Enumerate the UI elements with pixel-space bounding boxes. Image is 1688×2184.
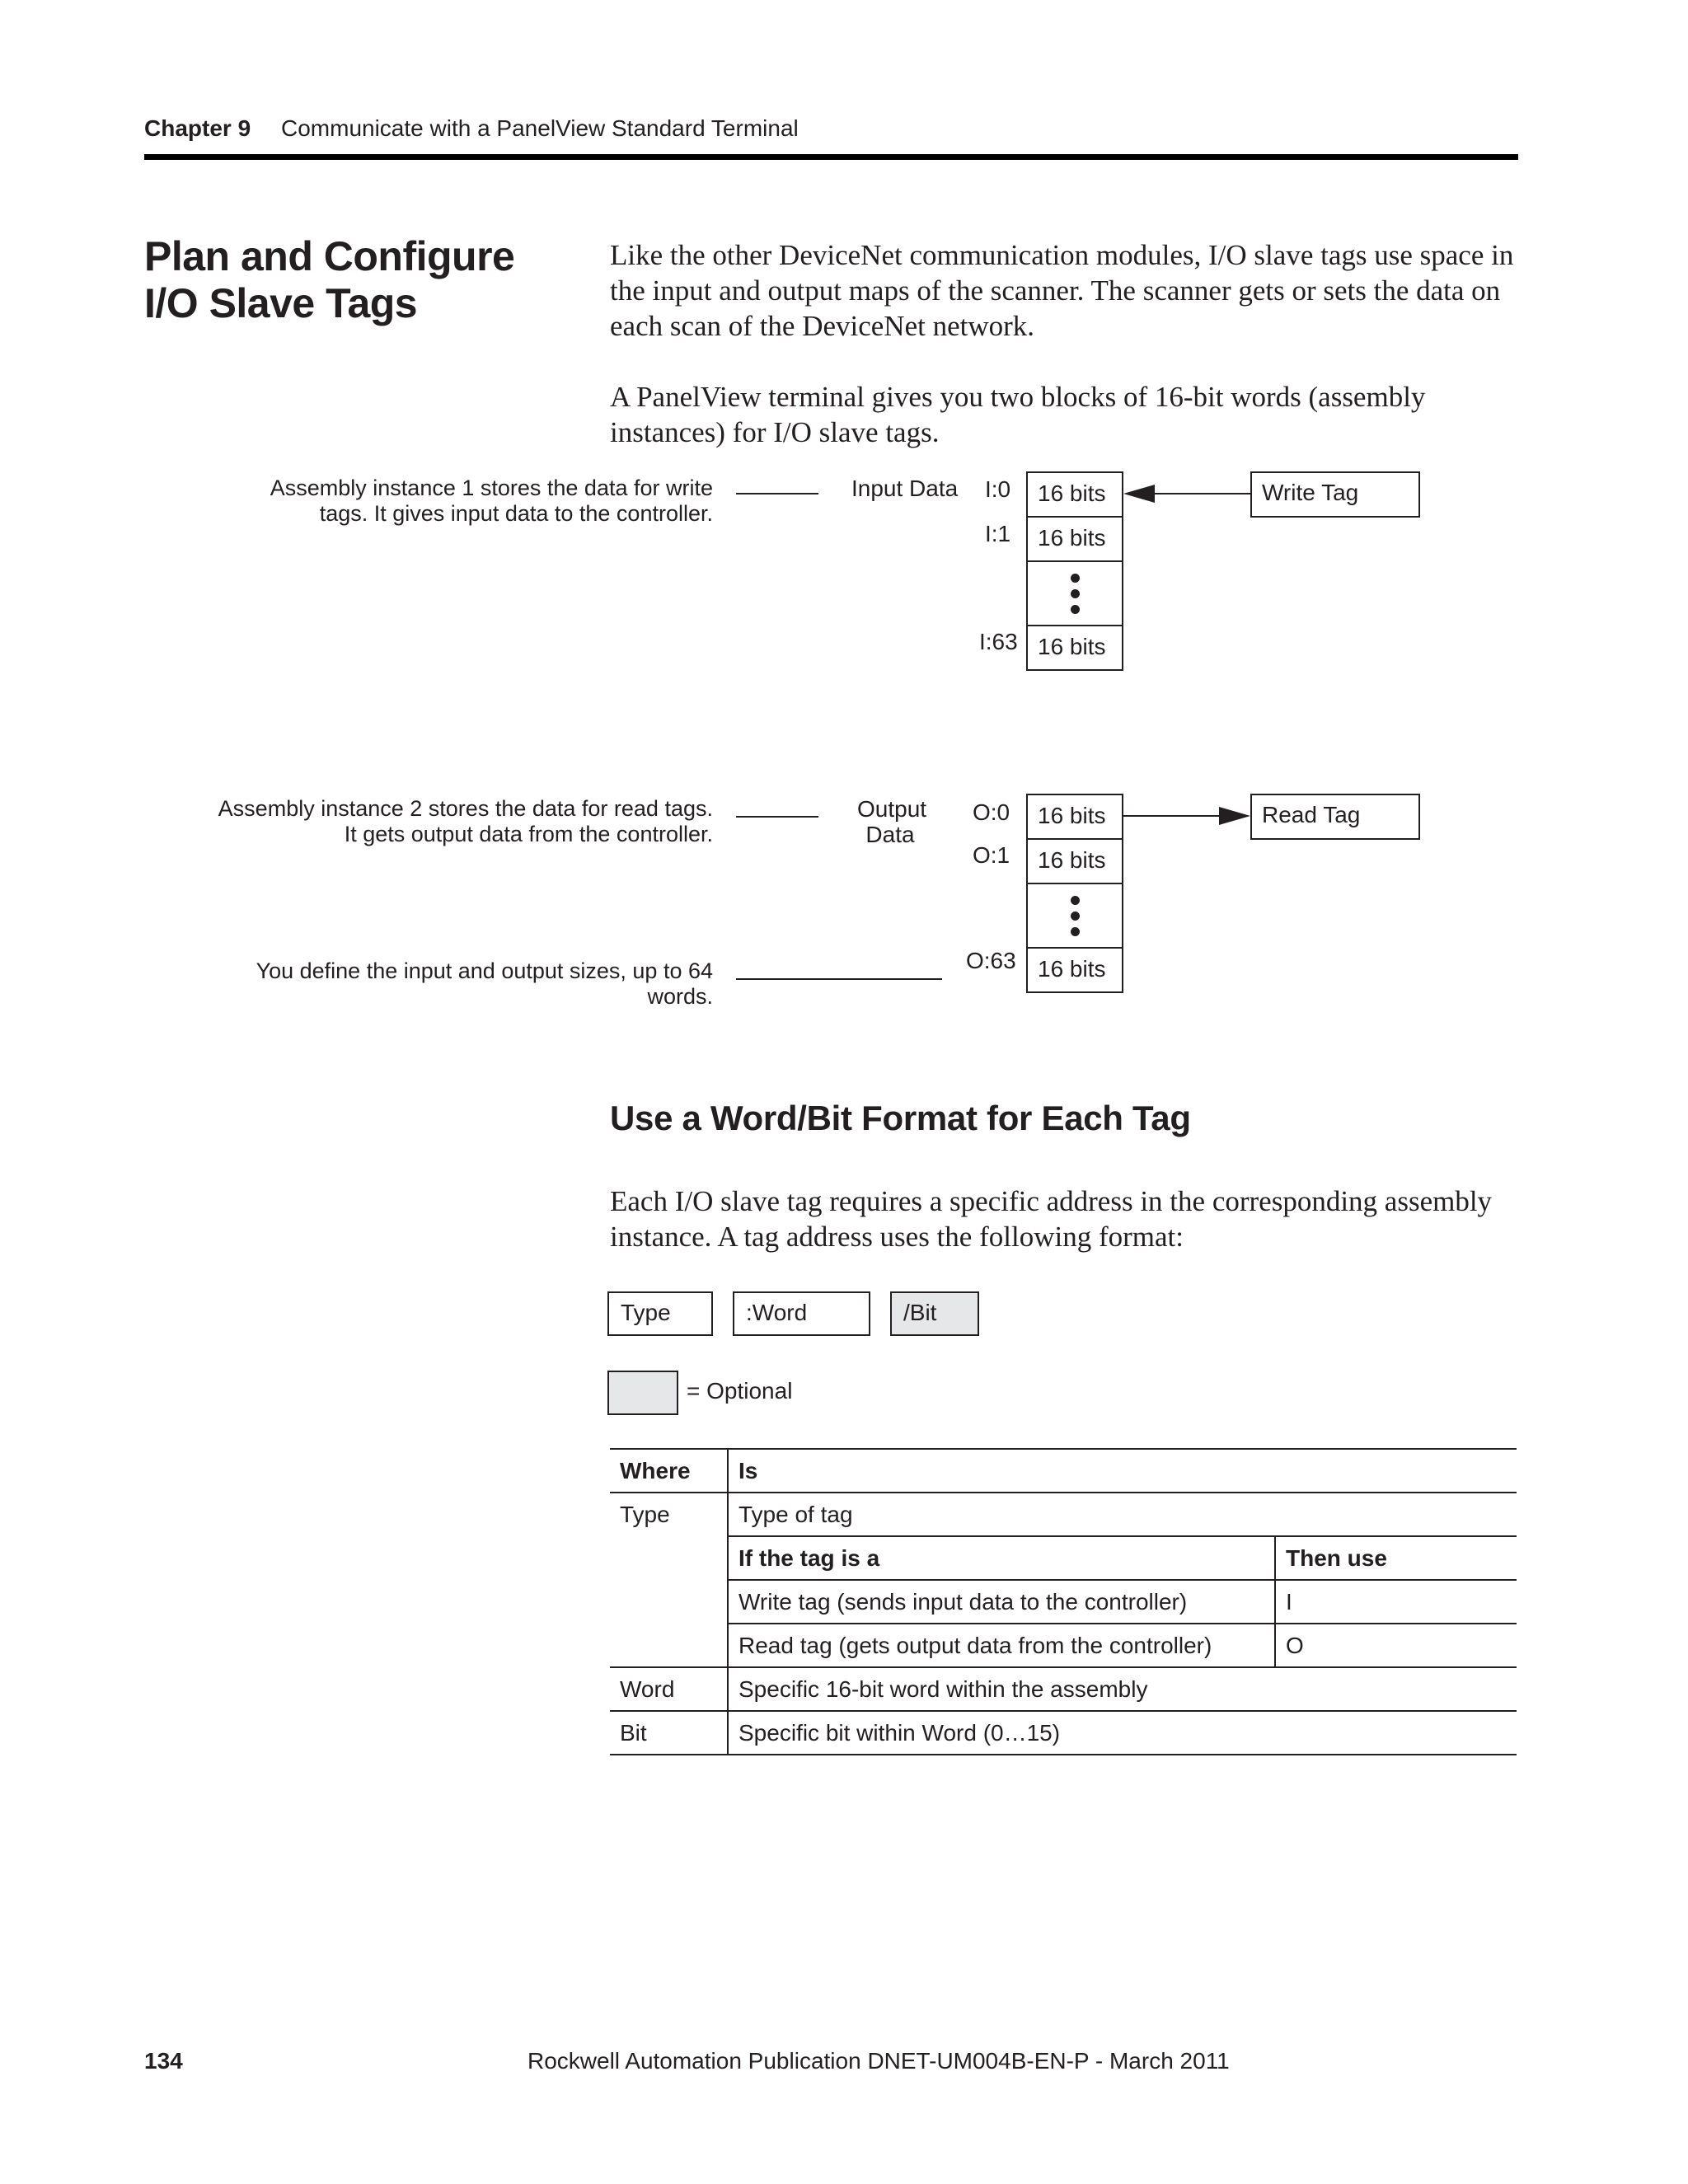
output-word-63: 16 bits	[1026, 947, 1123, 993]
sub-header-row	[610, 1536, 1517, 1580]
output-addr-1: O:1	[973, 842, 1010, 868]
read-tag-arrow	[1123, 804, 1252, 828]
ellipsis-dot	[1071, 896, 1080, 905]
output-word-0: 16 bits	[1026, 794, 1123, 840]
write-tag-box: Write Tag	[1250, 471, 1420, 518]
is-type: Type of tag	[728, 1493, 1517, 1536]
input-word-1: 16 bits	[1026, 516, 1123, 562]
format-word-box: :Word	[733, 1291, 870, 1336]
table-row	[610, 1493, 1517, 1536]
input-ellipsis	[1026, 560, 1123, 626]
blocks-paragraph: A PanelView terminal gives you two blocks of 16-bit words (assembly instances) for I/O slave tags.	[610, 381, 1426, 448]
leader-line-2	[736, 816, 818, 818]
note-sizes: You define the input and output sizes, up to 64 words.	[256, 958, 713, 1009]
leader-line-1	[736, 493, 818, 494]
optional-legend-swatch	[607, 1371, 678, 1415]
format-paragraph: Each I/O slave tag requires a specific address in the corresponding assembly instance. A tag address uses the following format:	[610, 1185, 1493, 1253]
ellipsis-dot	[1071, 927, 1080, 936]
sub-then-write: I	[1286, 1588, 1292, 1615]
table-row	[610, 1624, 1517, 1667]
output-addr-0: O:0	[973, 799, 1010, 825]
write-tag-arrow	[1123, 481, 1252, 506]
table-row	[610, 1580, 1517, 1624]
section-title: Plan and Configure I/O Slave Tags	[144, 233, 515, 326]
output-data-label: Output Data	[857, 796, 927, 847]
format-bit-box: /Bit	[890, 1291, 979, 1336]
sub-header-then: Then use	[1286, 1544, 1387, 1571]
input-addr-1: I:1	[985, 521, 1011, 546]
publication-info: Rockwell Automation Publication DNET-UM004B-EN-P - March 2011	[528, 2048, 1230, 2074]
where-is-table	[610, 1448, 1517, 1755]
note-assembly-2: Assembly instance 2 stores the data for read tags. It gets output data from the controller.	[218, 796, 713, 846]
output-addr-63: O:63	[966, 948, 1016, 973]
page-number: 134	[144, 2048, 183, 2074]
input-addr-0: I:0	[985, 476, 1011, 502]
table-row	[610, 1667, 1517, 1711]
intro-paragraph: Like the other DeviceNet communication modules, I/O slave tags use space in the input and output maps of the scanner. The scanner gets or sets the data on each scan of the DeviceNet network.	[610, 239, 1514, 342]
ellipsis-dot	[1071, 605, 1080, 614]
table-header-row	[610, 1449, 1517, 1493]
note-assembly-1: Assembly instance 1 stores the data for write tags. It gives input data to the controller.	[270, 476, 713, 526]
sub-if-write: Write tag (sends input data to the controller)	[728, 1580, 1275, 1624]
input-addr-63: I:63	[979, 629, 1018, 654]
output-word-1: 16 bits	[1026, 838, 1123, 884]
where-type: Type	[610, 1493, 728, 1667]
input-word-63: 16 bits	[1026, 625, 1123, 671]
input-data-label: Input Data	[851, 476, 959, 501]
header-where: Where	[610, 1449, 728, 1493]
sub-then-read: O	[1286, 1632, 1304, 1658]
input-word-0: 16 bits	[1026, 471, 1123, 518]
is-bit: Specific bit within Word (0…15)	[738, 1719, 1061, 1746]
output-ellipsis	[1026, 883, 1123, 949]
table-row	[610, 1711, 1517, 1755]
format-type-box: Type	[607, 1291, 713, 1336]
header-is: Is	[738, 1457, 758, 1483]
is-word: Specific 16-bit word within the assembly	[738, 1675, 1148, 1702]
header-rule	[144, 154, 1518, 160]
optional-legend-label: = Optional	[687, 1378, 793, 1404]
chapter-label: Chapter 9	[144, 115, 251, 141]
where-word: Word	[610, 1667, 728, 1711]
ellipsis-dot	[1071, 912, 1080, 921]
subsection-title: Use a Word/Bit Format for Each Tag	[610, 1099, 1191, 1137]
sub-if-read: Read tag (gets output data from the controller)	[728, 1624, 1275, 1667]
chapter-title: Communicate with a PanelView Standard Terminal	[281, 115, 799, 141]
read-tag-box: Read Tag	[1250, 794, 1420, 840]
where-bit: Bit	[610, 1711, 728, 1755]
sub-header-if: If the tag is a	[728, 1536, 1275, 1580]
ellipsis-dot	[1071, 589, 1080, 598]
ellipsis-dot	[1071, 574, 1080, 583]
leader-line-3	[736, 978, 942, 980]
